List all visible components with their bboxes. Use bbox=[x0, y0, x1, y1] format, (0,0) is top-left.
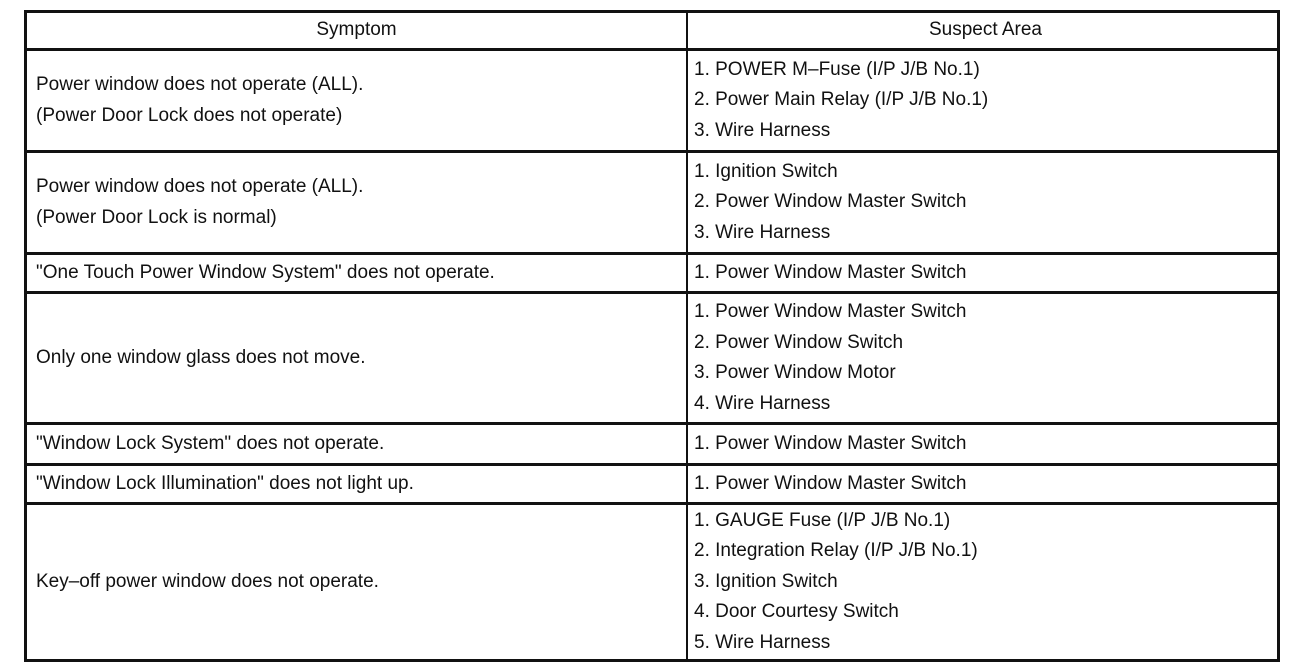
row-4-symptom bbox=[27, 294, 688, 425]
suspect-line: 1. Ignition Switch bbox=[694, 160, 838, 182]
row-2-suspect-area bbox=[688, 153, 1277, 255]
row-3-symptom bbox=[27, 255, 688, 294]
suspect-line: 2. Integration Relay (I/P J/B No.1) bbox=[694, 540, 978, 562]
row-3-suspect-area bbox=[688, 255, 1277, 294]
header-symptom-label: Symptom bbox=[316, 19, 397, 41]
symptom-table bbox=[24, 10, 1280, 662]
row-1-suspect-area bbox=[688, 51, 1277, 153]
row-7-symptom bbox=[27, 505, 688, 659]
suspect-line: 1. POWER M–Fuse (I/P J/B No.1) bbox=[694, 58, 980, 80]
row-5-symptom bbox=[27, 425, 688, 466]
suspect-line: 1. GAUGE Fuse (I/P J/B No.1) bbox=[694, 509, 951, 531]
suspect-line: 3. Power Window Motor bbox=[694, 362, 896, 383]
suspect-line: 1. Power Window Master Switch bbox=[694, 261, 967, 283]
symptom-line: "One Touch Power Window System" does not operate. bbox=[36, 261, 495, 283]
symptom-line: Power window does not operate (ALL). bbox=[36, 74, 364, 95]
suspect-line: 2. Power Window Master Switch bbox=[694, 191, 967, 213]
row-4-suspect-area bbox=[688, 294, 1277, 425]
symptom-line: "Window Lock Illumination" does not light up. bbox=[36, 472, 414, 494]
header-symptom bbox=[27, 13, 688, 51]
row-6-symptom bbox=[27, 466, 688, 505]
suspect-line: 2. Power Main Relay (I/P J/B No.1) bbox=[694, 89, 989, 111]
symptom-line: (Power Door Lock is normal) bbox=[36, 206, 277, 228]
symptom-line: Key–off power window does not operate. bbox=[36, 570, 379, 592]
suspect-line: 4. Door Courtesy Switch bbox=[694, 601, 899, 623]
suspect-line: 3. Wire Harness bbox=[694, 119, 831, 141]
row-7-suspect-area bbox=[688, 505, 1277, 659]
symptom-line: Power window does not operate (ALL). bbox=[36, 176, 364, 197]
row-5-suspect-area bbox=[688, 425, 1277, 466]
row-2-symptom bbox=[27, 153, 688, 255]
symptom-line: (Power Door Lock does not operate) bbox=[36, 104, 343, 126]
suspect-line: 5. Wire Harness bbox=[694, 631, 831, 653]
suspect-line: 1. Power Window Master Switch bbox=[694, 301, 967, 322]
symptom-line: Only one window glass does not move. bbox=[36, 346, 366, 368]
suspect-line: 3. Wire Harness bbox=[694, 221, 831, 243]
symptom-line: "Window Lock System" does not operate. bbox=[36, 432, 385, 454]
row-1-symptom bbox=[27, 51, 688, 153]
header-suspect-area-label: Suspect Area bbox=[928, 19, 1043, 41]
row-6-suspect-area bbox=[688, 466, 1277, 505]
header-suspect-area bbox=[688, 13, 1277, 51]
suspect-line: 1. Power Window Master Switch bbox=[694, 432, 967, 454]
suspect-line: 2. Power Window Switch bbox=[694, 331, 904, 353]
suspect-line: 1. Power Window Master Switch bbox=[694, 472, 967, 494]
suspect-line: 3. Ignition Switch bbox=[694, 570, 838, 592]
suspect-line: 4. Wire Harness bbox=[694, 392, 831, 414]
